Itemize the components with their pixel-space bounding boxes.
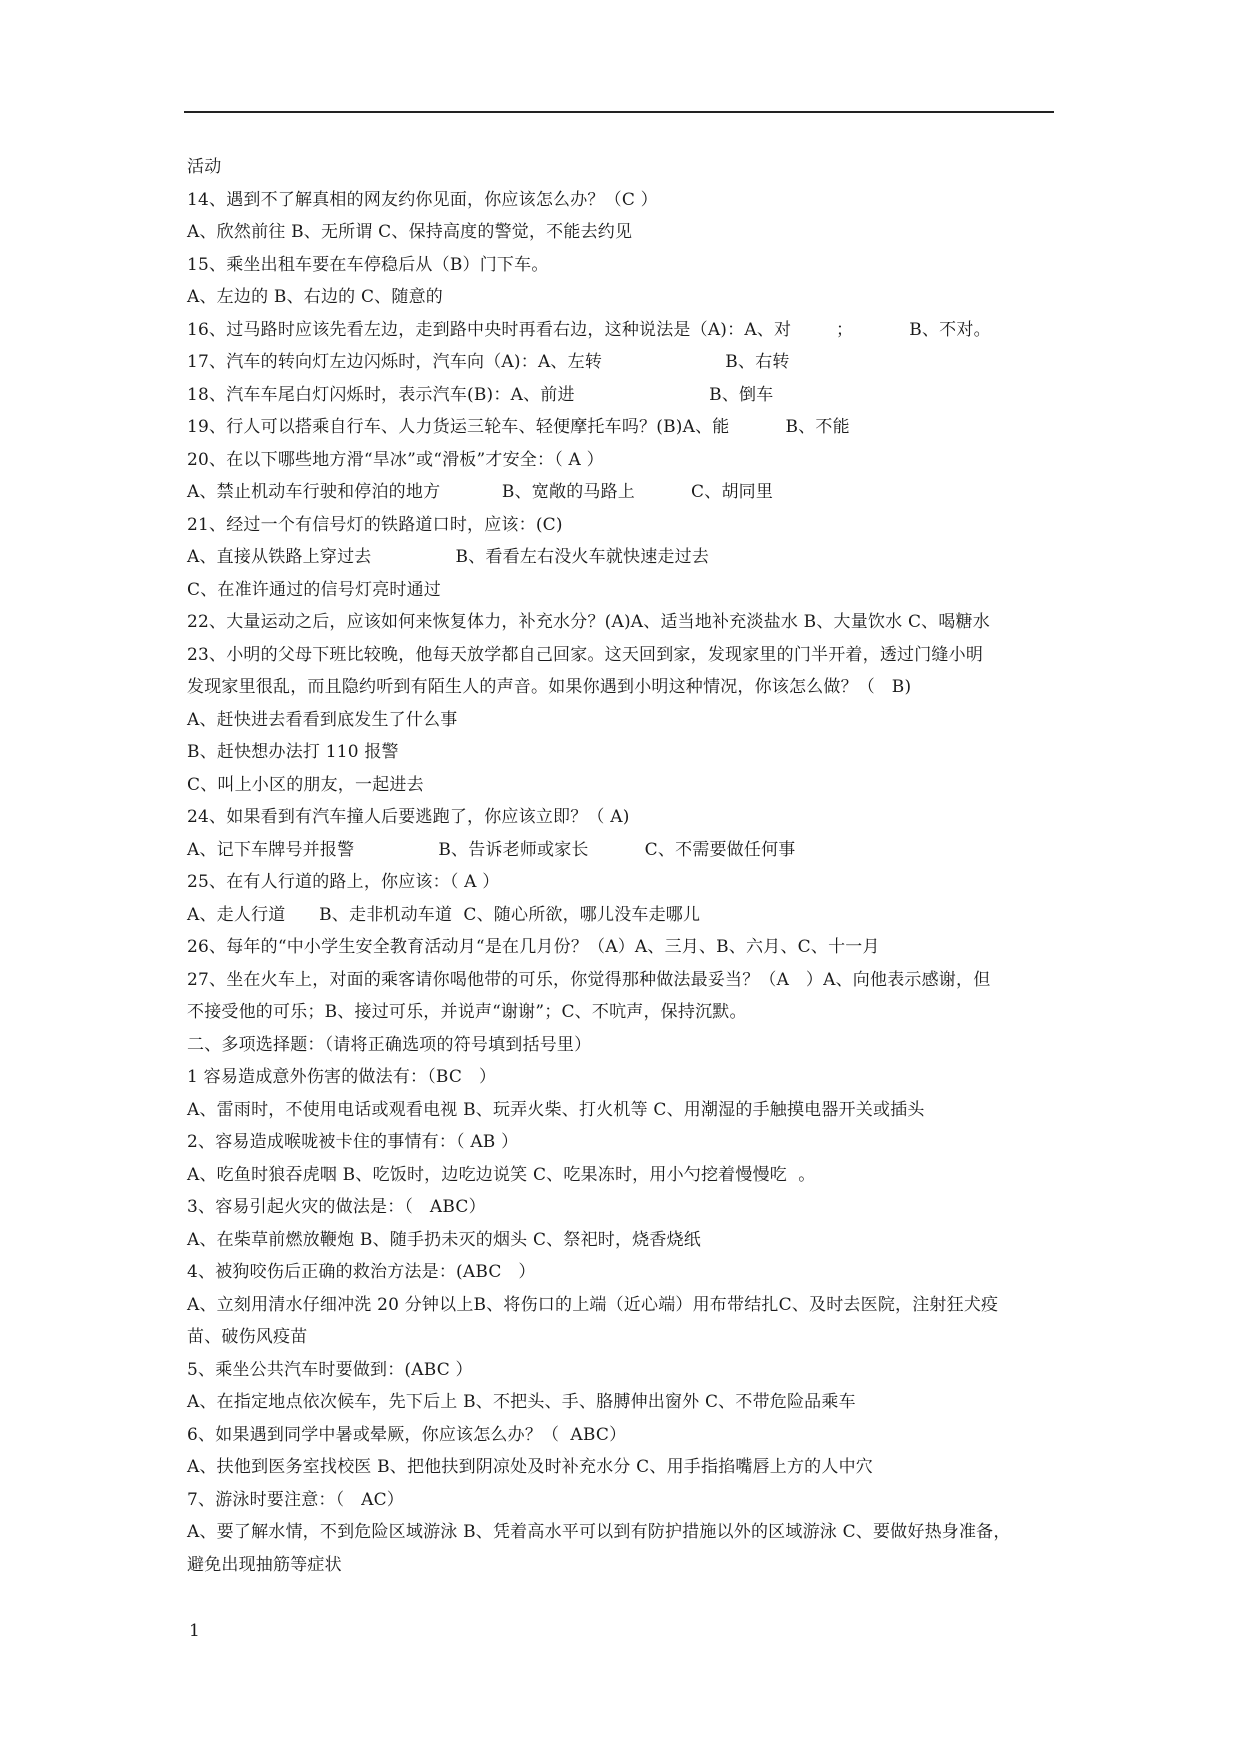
text-line: 23、小明的父母下班比较晚，他每天放学都自己回家。这天回到家，发现家里的门半开着，透过门缝小明	[187, 644, 984, 665]
text-line: A、要了解水情，不到危险区域游泳 B、凭着高水平可以到有防护措施以外的区域游泳 C、要做好热身准备，	[187, 1522, 1011, 1542]
text-line: A、在柴草前燃放鞭炮 B、随手扔未灭的烟头 C、祭祀时，烧香烧纸	[187, 1229, 701, 1250]
text-line: A、雷雨时，不使用电话或观看电视 B、玩弄火柴、打火机等 C、用潮湿的手触摸电器开关或插头	[187, 1099, 925, 1120]
text-line: 活动	[187, 157, 222, 177]
text-line: 14、遇到不了解真相的网友约你见面，你应该怎么办？（C ）	[187, 189, 658, 210]
text-line: 2、容易造成喉咙被卡住的事情有：（ AB ）	[187, 1132, 519, 1152]
text-line: B、赶快想办法打 110 报警	[187, 742, 399, 762]
text-line: C、在准许通过的信号灯亮时通过	[187, 579, 442, 600]
text-line: 22、大量运动之后，应该如何来恢复体力，补充水分？(A)A、适当地补充淡盐水 B、大量饮水 C、喝糖水	[187, 612, 990, 632]
text-line: 发现家里很乱，而且隐约听到有陌生人的声音。如果你遇到小明这种情况，你该怎么做？（ B)	[187, 677, 912, 697]
text-line: A、扶他到医务室找校医 B、把他扶到阴凉处及时补充水分 C、用手指掐嘴唇上方的人中穴	[187, 1457, 873, 1477]
text-line: A、禁止机动车行驶和停泊的地方 B、宽敞的马路上 C、胡同里	[187, 482, 774, 502]
text-line: 5、乘坐公共汽车时要做到：(ABC ）	[187, 1359, 473, 1380]
text-line: A、吃鱼时狼吞虎咽 B、吃饭时，边吃边说笑 C、吃果冻时，用小勺挖着慢慢吃 。	[187, 1164, 816, 1185]
text-line: A、赶快进去看看到底发生了什么事	[187, 709, 458, 730]
text-line: 避免出现抽筋等症状	[187, 1554, 342, 1575]
text-line: 27、坐在火车上，对面的乘客请你喝他带的可乐，你觉得那种做法最妥当？（A ）A、向他表示感谢，但	[187, 969, 991, 990]
text-line: A、在指定地点依次候车，先下后上 B、不把头、手、胳膊伸出窗外 C、不带危险品乘车	[187, 1392, 856, 1412]
text-line: 7、游泳时要注意：（ AC）	[187, 1489, 405, 1510]
text-line: 4、被狗咬伤后正确的救治方法是：(ABC ）	[187, 1262, 536, 1282]
text-line: 21、经过一个有信号灯的铁路道口时，应该：(C)	[187, 514, 563, 535]
text-line: A、立刻用清水仔细冲洗 20 分钟以上B、将伤口的上端（近心端）用布带结扎C、及时去医院，注射狂犬疫	[187, 1294, 999, 1315]
text-line: A、直接从铁路上穿过去 B、看看左右没火车就快速走过去	[187, 547, 710, 567]
header-rule	[184, 111, 1054, 113]
page-number: 1	[189, 1621, 200, 1641]
text-line: 二、多项选择题：（请将正确选项的符号填到括号里）	[187, 1034, 592, 1055]
text-line: 19、行人可以搭乘自行车、人力货运三轮车、轻便摩托车吗？(B)A、能 B、不能	[187, 417, 850, 437]
text-line: C、叫上小区的朋友，一起进去	[187, 774, 424, 795]
text-line: 15、乘坐出租车要在车停稳后从（B）门下车。	[187, 254, 549, 275]
text-line: 6、如果遇到同学中暑或晕厥，你应该怎么办？（ ABC）	[187, 1424, 627, 1445]
text-line: 16、过马路时应该先看左边，走到路中央时再看右边，这种说法是（A)：A、对 ； B、不对。	[187, 319, 991, 340]
text-line: 20、在以下哪些地方滑“旱冰”或“滑板”才安全：（ A ）	[187, 449, 604, 470]
text-line: 1 容易造成意外伤害的做法有：（BC ）	[187, 1067, 497, 1087]
text-line: 26、每年的“中小学生安全教育活动月“是在几月份？（A）A、三月、B、六月、C、十一月	[187, 937, 880, 957]
text-line: 24、如果看到有汽车撞人后要逃跑了，你应该立即？（ A)	[187, 807, 630, 827]
document-body	[187, 151, 1067, 1581]
text-line: A、左边的 B、右边的 C、随意的	[187, 287, 443, 307]
text-line: A、走人行道 B、走非机动车道 C、随心所欲，哪儿没车走哪儿	[187, 904, 701, 925]
text-line: 3、容易引起火灾的做法是：（ ABC）	[187, 1197, 486, 1217]
text-line: A、记下车牌号并报警 B、告诉老师或家长 C、不需要做任何事	[187, 839, 796, 860]
text-line: 苗、破伤风疫苗	[187, 1327, 308, 1347]
text-line: 17、汽车的转向灯左边闪烁时，汽车向（A)：A、左转 B、右转	[187, 352, 790, 372]
text-line: 不接受他的可乐；B、接过可乐，并说声“谢谢”；C、不吭声，保持沉默。	[187, 1002, 747, 1022]
text-line: 25、在有人行道的路上，你应该：（ A ）	[187, 872, 500, 892]
text-line: A、欣然前往 B、无所谓 C、保持高度的警觉，不能去约见	[187, 222, 633, 242]
text-line: 18、汽车车尾白灯闪烁时，表示汽车(B)：A、前进 B、倒车	[187, 384, 774, 405]
